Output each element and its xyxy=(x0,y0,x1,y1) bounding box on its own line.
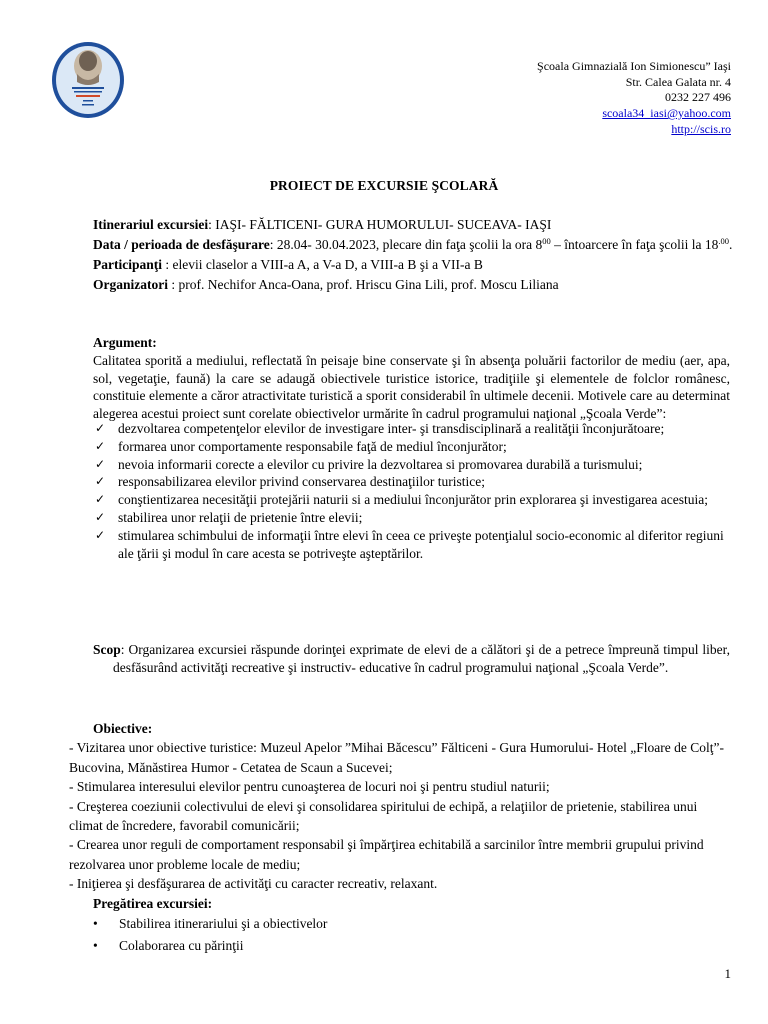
checkmark-icon: ✓ xyxy=(95,492,106,507)
itinerary-line xyxy=(93,215,733,235)
organizers-value: : prof. Nechifor Anca-Oana, prof. Hriscu Gina Lili, prof. Moscu Liliana xyxy=(167,277,559,292)
bullet-icon: • xyxy=(93,916,98,932)
objective-item: - Creşterea coeziunii colectivului de elevi şi consolidarea spiritului de echipă, a relaţiilor de prietenie, stabilirea unui climat de încredere, favorabil comunicării; xyxy=(69,798,698,834)
argument-text: Calitatea sporită a mediului, reflectată în peisaje bine conservate şi în absenţa poluării factorilor de mediu (aer, apa, sol, vegetaţie, faună) la care se adaugă obiectivele turistice istorice, tradiţiile şi elementele de folclor românesc, constituie elemente a căror atractivitate turistică a sporit considerabil în ultimele decenii. Motivele care au determinat alegerea acestui proiect sunt corelate obiectivelor urmărite în cadrul programului naţional „Şcoala Verde”: xyxy=(93,352,730,422)
list-item xyxy=(93,935,733,957)
list-item xyxy=(93,456,733,474)
participants-line xyxy=(93,255,733,275)
scope-label: Scop xyxy=(93,642,121,657)
objective-item: - Stimularea interesului elevilor pentru cunoaşterea de locuri noi şi pentru studiul naturii; xyxy=(69,779,550,795)
school-phone: 0232 227 496 xyxy=(665,90,731,105)
trip-info xyxy=(93,215,733,295)
itinerary-label: Itinerariul excursiei xyxy=(93,217,209,232)
checkmark-icon: ✓ xyxy=(95,456,106,471)
list-item-text: stimularea schimbului de informaţii între elevi în ceea ce priveşte potenţialul socio-economic al diferitor regiuni ale ţării şi modul în care acesta se potriveşte aşteptărilor. xyxy=(118,527,724,561)
school-street: Str. Calea Galata nr. 4 xyxy=(625,74,731,89)
school-email-link[interactable]: scoala34_iasi@yahoo.com xyxy=(602,106,731,121)
objective-item: - Vizitarea unor obiective turistice: Muzeul Apelor ”Mihai Băcescu” Fălticeni - Gura Humorului- Hotel „Floare de Colţ”-Bucovina, Mănăstirea Humor - Cetatea de Scaun a Sucevei; xyxy=(69,740,724,775)
date-end: . xyxy=(728,237,733,252)
list-item xyxy=(93,473,733,491)
return-time-sup: .00 xyxy=(718,236,729,246)
list-item xyxy=(93,438,733,456)
checkmark-icon: ✓ xyxy=(95,474,106,489)
list-item-text: nevoia informarii corecte a elevilor cu privire la dezvoltarea si promovarea durabilă a turismului; xyxy=(118,456,643,472)
school-logo xyxy=(50,40,126,120)
list-item-text: Colaborarea cu părinţii xyxy=(119,938,244,954)
list-item-text: stabilirea unor relaţii de prietenie între elevii; xyxy=(118,509,363,525)
list-item-text: conştientizarea necesităţii protejării naturii si a mediului înconjurător prin explorarea şi investigarea acestuia; xyxy=(118,492,709,508)
organizers-line xyxy=(93,275,733,295)
checkmark-icon: ✓ xyxy=(95,421,106,435)
objective-item: - Iniţierea şi desfăşurarea de activităţi cu caracter recreativ, relaxant. xyxy=(69,876,438,892)
school-website-link[interactable]: http://scis.ro xyxy=(671,121,731,136)
document-title: PROIECT DE EXCURSIE ŞCOLARĂ xyxy=(269,178,499,193)
participants-value: : elevii claselor a VIII-a A, a V-a D, a VIII-a B şi a VII-a B xyxy=(162,257,483,272)
list-item xyxy=(93,509,733,527)
date-value-start: : 28.04- 30.04.2023, plecare din faţa şcolii la ora 8 xyxy=(269,237,543,252)
objectives-heading: Obiective: xyxy=(93,721,153,736)
itinerary-value: : IAŞI- FĂLTICENI- GURA HUMORULUI- SUCEAVA- IAŞI xyxy=(208,217,552,232)
school-name: Şcoala Gimnazială Ion Simionescu” Iaşi xyxy=(537,59,731,73)
departure-time-sup: 00 xyxy=(542,236,551,246)
date-line xyxy=(93,235,733,255)
scope-paragraph xyxy=(93,641,730,677)
organizers-label: Organizatori xyxy=(93,277,168,292)
list-item-text: formarea unor comportamente responsabile faţă de mediul înconjurător; xyxy=(118,438,507,454)
list-item xyxy=(93,491,733,509)
checkmark-icon: ✓ xyxy=(95,509,106,524)
bullet-icon: • xyxy=(93,938,98,954)
preparation-list xyxy=(69,913,733,957)
participants-label: Participanţi xyxy=(93,257,162,272)
objectives-section xyxy=(69,719,733,957)
argument-section xyxy=(93,334,730,423)
preparation-heading: Pregătirea excursiei: xyxy=(93,895,213,911)
checkmark-icon: ✓ xyxy=(95,527,106,542)
page-number: 1 xyxy=(724,966,731,981)
argument-checklist xyxy=(93,420,733,562)
list-item-text: responsabilizarea elevilor privind conservarea destinaţiilor turistice; xyxy=(118,474,485,490)
checkmark-icon: ✓ xyxy=(95,438,106,453)
list-item-text: dezvoltarea competenţelor elevilor de investigare inter- şi transdisciplinară a realităţii înconjurătoare; xyxy=(118,421,665,436)
date-label: Data / perioada de desfăşurare xyxy=(93,237,270,252)
list-item xyxy=(93,913,733,935)
list-item xyxy=(93,527,733,563)
school-header xyxy=(537,59,731,138)
argument-heading: Argument: xyxy=(93,335,157,350)
list-item-text: Stabilirea itinerariului şi a obiectivelor xyxy=(119,916,328,932)
objective-item: - Crearea unor reguli de comportament responsabil şi împărţirea echitabilă a sarcinilor între membrii grupului privind rezolvarea unor probleme locale de mediu; xyxy=(69,837,704,872)
date-value-return: – întoarcere în faţa şcolii la 18 xyxy=(550,237,719,252)
list-item xyxy=(93,420,733,438)
scope-text: : Organizarea excursiei răspunde dorinţei exprimate de elevi de a călători şi de a petrece împreună timpul liber, desfăsurând activităţi recreative şi instructiv- educative în cadrul programului naţional „Şcoala Verde”. xyxy=(113,642,730,675)
